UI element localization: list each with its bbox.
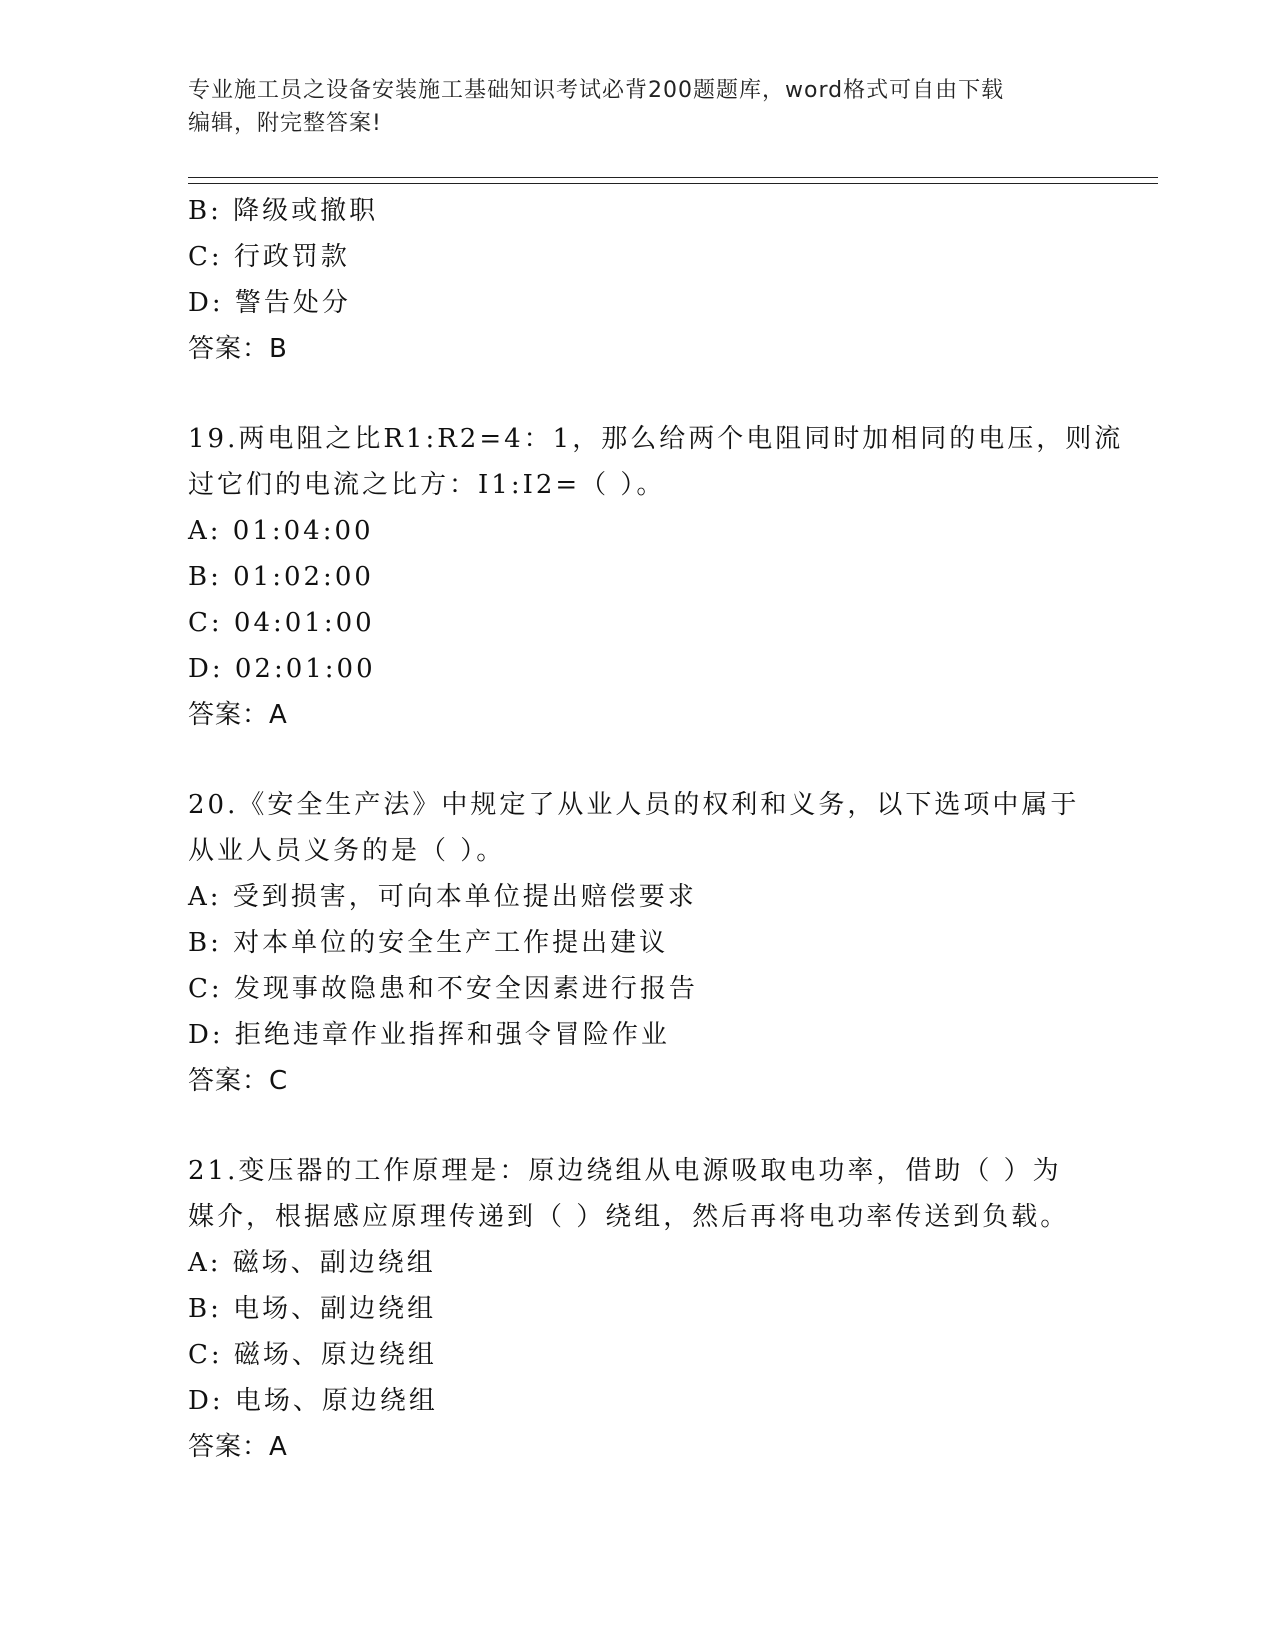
question-stem-line-1: 20.《安全生产法》中规定了从业人员的权利和义务，以下选项中属于 — [188, 790, 1080, 820]
question-21 — [188, 1148, 1088, 1470]
question-stem-line-2: 过它们的电流之比方：I1:I2=（ ）。 — [188, 470, 666, 500]
answer-line: 答案：B — [188, 334, 288, 364]
question-19 — [188, 416, 1124, 738]
answer-line: 答案：C — [188, 1066, 289, 1096]
question-stem-line-1: 19.两电阻之比R1:R2=4：1，那么给两个电阻同时加相同的电压，则流 — [188, 424, 1124, 454]
page-header — [188, 74, 1088, 140]
answer-line: 答案：A — [188, 700, 288, 730]
option-d: D: 电场、原边绕组 — [188, 1386, 438, 1416]
option-a: A: 01:04:00 — [188, 516, 374, 546]
question-stem-line-2: 媒介，根据感应原理传递到（ ）绕组，然后再将电功率传送到负载。 — [188, 1202, 1070, 1232]
question-20 — [188, 782, 1088, 1104]
option-c: C: 行政罚款 — [188, 242, 350, 272]
option-c: C: 磁场、原边绕组 — [188, 1340, 437, 1370]
header-divider — [188, 177, 1158, 184]
option-b: B: 01:02:00 — [188, 562, 374, 592]
option-d: D: 拒绝违章作业指挥和强令冒险作业 — [188, 1020, 670, 1050]
question-stem-line-2: 从业人员义务的是（ ）。 — [188, 836, 506, 866]
option-b: B: 降级或撤职 — [188, 196, 379, 226]
document-body — [188, 188, 1124, 1470]
option-c: C: 发现事故隐患和不安全因素进行报告 — [188, 974, 698, 1004]
option-a: A: 磁场、副边绕组 — [188, 1248, 436, 1278]
previous-question-tail — [188, 188, 1088, 372]
option-d: D: 警告处分 — [188, 288, 351, 318]
option-b: B: 电场、副边绕组 — [188, 1294, 437, 1324]
answer-line: 答案：A — [188, 1432, 288, 1462]
header-title-line-2: 编辑，附完整答案! — [188, 111, 382, 136]
option-a: A: 受到损害，可向本单位提出赔偿要求 — [188, 882, 697, 912]
header-title-line-1: 专业施工员之设备安装施工基础知识考试必背200题题库，word格式可自由下载 — [188, 78, 1005, 103]
option-c: C: 04:01:00 — [188, 608, 375, 638]
option-b: B: 对本单位的安全生产工作提出建议 — [188, 928, 669, 958]
option-d: D: 02:01:00 — [188, 654, 376, 684]
question-stem-line-1: 21.变压器的工作原理是：原边绕组从电源吸取电功率，借助（ ）为 — [188, 1156, 1062, 1186]
